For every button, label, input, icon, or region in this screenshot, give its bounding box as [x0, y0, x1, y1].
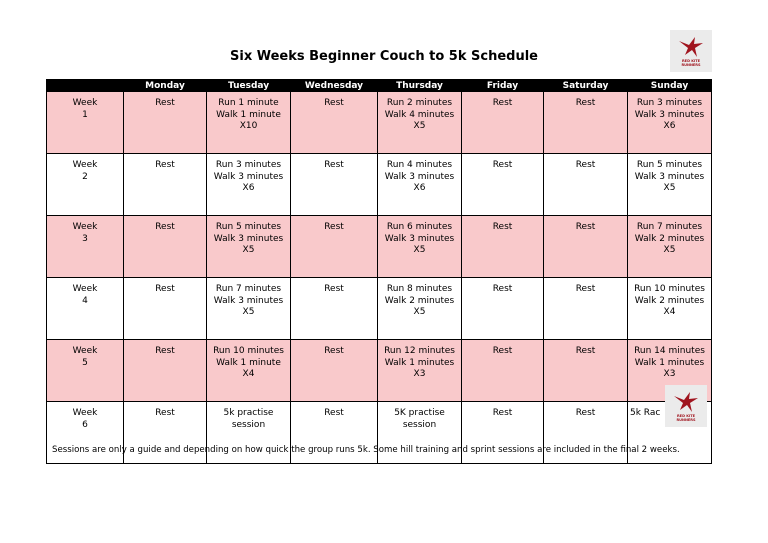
week-cell: Week 3	[47, 216, 124, 278]
table-cell: Rest	[462, 216, 544, 278]
table-cell: Rest	[462, 402, 544, 464]
table-cell: Rest	[124, 92, 207, 154]
table-cell: Run 12 minutes Walk 1 minutes X3	[378, 340, 462, 402]
table-cell: Rest	[462, 278, 544, 340]
table-cell: 5k practise session	[207, 402, 291, 464]
table-cell: Run 10 minutes Walk 1 minute X4	[207, 340, 291, 402]
table-cell: Rest	[291, 92, 378, 154]
table-cell: Run 7 minutes Walk 2 minutes X5	[628, 216, 712, 278]
table-cell: Run 14 minutes Walk 1 minutes X3	[628, 340, 712, 402]
table-cell: Run 1 minute Walk 1 minute X10	[207, 92, 291, 154]
week-cell: Week 6	[47, 402, 124, 464]
week-cell: Week 2	[47, 154, 124, 216]
table-cell: Run 2 minutes Walk 4 minutes X5	[378, 92, 462, 154]
table-cell: Rest	[291, 278, 378, 340]
table-cell: 5k Rac	[628, 402, 712, 464]
header-monday: Monday	[124, 80, 207, 92]
header-friday: Friday	[462, 80, 544, 92]
table-cell: Rest	[544, 92, 628, 154]
header-row	[47, 80, 712, 92]
table-row	[47, 340, 712, 402]
table-cell: Rest	[124, 278, 207, 340]
footnote: Sessions are only a guide and depending on how quick the group runs 5k. Some hill training and sprint sessions are included in the final 2 weeks.	[52, 445, 680, 455]
logo-text: RED KITE RUNNERS	[676, 414, 696, 422]
logo-bottom	[665, 385, 707, 427]
table-row	[47, 154, 712, 216]
table-cell: Run 3 minutes Walk 3 minutes X6	[628, 92, 712, 154]
table-cell: Run 10 minutes Walk 2 minutes X4	[628, 278, 712, 340]
table-cell: Rest	[462, 154, 544, 216]
header-tuesday: Tuesday	[207, 80, 291, 92]
table-cell: Run 8 minutes Walk 2 minutes X5	[378, 278, 462, 340]
page-title: Six Weeks Beginner Couch to 5k Schedule	[230, 49, 538, 64]
table-cell: Run 5 minutes Walk 3 minutes X5	[628, 154, 712, 216]
table-cell: Rest	[462, 92, 544, 154]
table-cell: Run 7 minutes Walk 3 minutes X5	[207, 278, 291, 340]
table-cell: Rest	[544, 402, 628, 464]
table-cell: Rest	[124, 216, 207, 278]
header-thursday: Thursday	[378, 80, 462, 92]
schedule-table	[46, 79, 712, 464]
table-cell: Rest	[291, 340, 378, 402]
table-cell: Rest	[291, 216, 378, 278]
table-cell: Rest	[544, 154, 628, 216]
table-cell: Run 4 minutes Walk 3 minutes X6	[378, 154, 462, 216]
table-cell: Rest	[462, 340, 544, 402]
table-cell: Rest	[291, 154, 378, 216]
table-cell: Rest	[544, 278, 628, 340]
table-cell: Run 5 minutes Walk 3 minutes X5	[207, 216, 291, 278]
week-cell: Week 1	[47, 92, 124, 154]
table-row	[47, 278, 712, 340]
table-cell: Rest	[544, 216, 628, 278]
logo-top	[670, 30, 712, 72]
header-sunday: Sunday	[628, 80, 712, 92]
table-cell: Rest	[124, 402, 207, 464]
red-kite-icon	[677, 35, 705, 59]
table-cell: Rest	[291, 402, 378, 464]
header-cell	[47, 80, 124, 92]
header-saturday: Saturday	[544, 80, 628, 92]
table-cell: Rest	[124, 154, 207, 216]
table-cell: Run 6 minutes Walk 3 minutes X5	[378, 216, 462, 278]
week-cell: Week 5	[47, 340, 124, 402]
red-kite-icon	[672, 390, 700, 414]
logo-text: RED KITE RUNNERS	[681, 59, 701, 67]
table-cell: 5K practise session	[378, 402, 462, 464]
week-cell: Week 4	[47, 278, 124, 340]
table-cell: Rest	[544, 340, 628, 402]
table-row	[47, 216, 712, 278]
header-wednesday: Wednesday	[291, 80, 378, 92]
table-cell: Run 3 minutes Walk 3 minutes X6	[207, 154, 291, 216]
table-cell: Rest	[124, 340, 207, 402]
table-row	[47, 92, 712, 154]
